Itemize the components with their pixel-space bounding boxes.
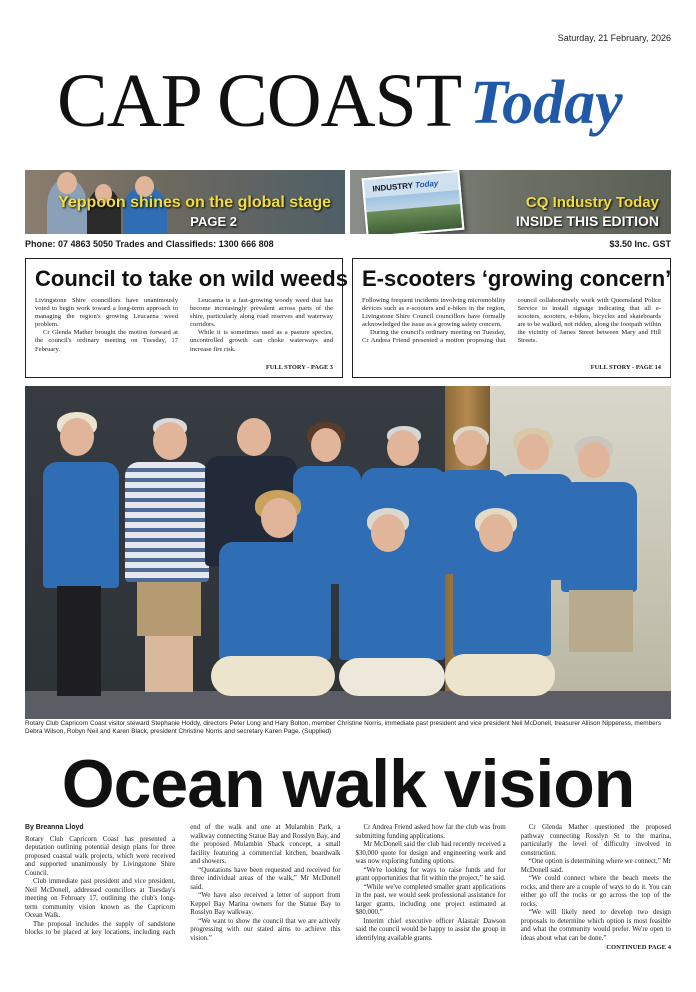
photo-caption: Rotary Club Capricorn Coast visitor steward Stephanie Hoddy, directors Peter Long and Hary Bolton, member Christine Norris, immediate past president and vice president Neil McDonell, treasurer Allison Nipperess, members Debra Wilson, Robyn Neil and Karen Black, president Christine Norris and secretary Karen Page. (Supplied) (25, 720, 662, 735)
person-shirt (453, 556, 551, 656)
article-paragraph: “While we've completed smaller grant applications in the past, we would seek professional assistance for larger grants, including one project estimated at $80,000.” (355, 883, 506, 916)
person-head (479, 514, 513, 552)
main-headline: Ocean walk vision (61, 746, 635, 822)
article-paragraph: Mr McDonell said the club had recently received a $30,000 quote for design and engineering work and was now exploring funding options. (355, 841, 506, 865)
full-story-link[interactable]: FULL STORY - PAGE 3 (262, 364, 333, 371)
promo-industry-today[interactable] (350, 170, 671, 234)
story-paragraph: During the council's ordinary meeting on Tuesday, Cr Andrea Friend presented a motion proposing that council collaboratively work with Queensland Police Service to install signage indicating that all e-scooters, scooters, e-bikes, bicycles and skateboards are to be walked, not ridden, along the footpath within the vicinity of James Street between Mary and Hill Streets. (362, 297, 661, 345)
continued-link[interactable]: CONTINUED PAGE 4 (606, 944, 671, 951)
story-e-scooters (352, 258, 671, 378)
article-paragraph: Interim chief executive officer Alastair Dawson said the council would be happy to assist the group in identifying available grants. (355, 917, 506, 942)
masthead-title: CAP COAST (57, 59, 462, 143)
person-head (387, 430, 419, 466)
person-shirt (219, 542, 331, 660)
story-council-weeds (25, 258, 348, 378)
person-shirt (125, 462, 209, 582)
person-legs (569, 590, 633, 652)
article-paragraph: “We could connect where the beach meets the rocks, and there are a couple of ways to do it. You can either go off the rocks or go across the top of the rocks. (520, 875, 671, 908)
info-bar (25, 239, 671, 249)
masthead-accent: Today (470, 69, 623, 137)
photo-floor (25, 691, 671, 719)
article-paragraph: “One option is determining where we connect,” Mr McDonell said. (520, 858, 671, 874)
promo-global-stage[interactable] (25, 170, 345, 234)
article-paragraph: “We want to show the council that we are actively progressing with our stated aims to achieve this vision.” (190, 917, 341, 942)
story-body (35, 297, 333, 366)
article-paragraph: “We're looking for ways to raise funds and for grant opportunities that fit within the project,” he said. (355, 866, 506, 882)
person-legs (57, 586, 101, 696)
person-head (311, 428, 341, 462)
person-head (237, 418, 271, 456)
magazine-title-main: INDUSTRY (372, 180, 414, 194)
person-head (578, 442, 610, 478)
person-head (60, 418, 94, 456)
magazine-cover (362, 170, 465, 234)
cover-price: $3.50 Inc. GST (609, 239, 671, 249)
person-shirt (561, 482, 637, 592)
story-paragraph: Following frequent incidents involving micromobility devices such as e-scooters and e-bikes in the region, Livingstone Shire Council councillors have formally acknowledged the issue as a growing safety concern. (362, 297, 506, 329)
issue-date: Saturday, 21 February, 2026 (557, 33, 671, 43)
promo-headline: CQ Industry Today (525, 194, 659, 211)
person-shirt (43, 462, 119, 588)
story-headline: Council to take on wild weeds (35, 266, 348, 291)
person-head (517, 434, 549, 470)
article-paragraph: “We have also received a letter of support from Keppel Bay Marina owners for the Statue Bay to Rosslyn Bay walkway. (190, 892, 341, 916)
person-legs (211, 656, 335, 696)
article-paragraph: Cr Glenda Mather questioned the proposed pathway connecting Rosslyn St to the marina, particularly the level of difficulty involved in construction. (520, 824, 671, 857)
promo-subheadline: INSIDE THIS EDITION (515, 213, 659, 229)
story-paragraph: While it is sometimes used as a pasture species, uncontrolled growth can choke waterways and increase fire risk. (190, 329, 333, 353)
story-paragraph: Cr Glenda Mather brought the motion forward at the council's ordinary meeting on Tuesday, 17 February. (35, 329, 178, 353)
story-paragraph: Leucaena is a fast-growing woody weed that has become increasingly prevalent across parts of the shire, particularly along road reserves and waterway corridors. (190, 297, 333, 329)
story-body (362, 297, 661, 366)
person-legs (445, 654, 555, 696)
promo-person-head (57, 172, 77, 194)
article-paragraph: The proposal includes the supply of sandstone blocks to be placed at key locations, including each end of the walk and one at Mulambin Park, a walkway connecting Statue Bay and Rosslyn Bay, and the proposed Mulambin Shack concept, a small facility featuring a commercial kitchen, boardwalk and showers. (25, 824, 341, 936)
person-head (261, 498, 297, 538)
promo-page-ref: PAGE 2 (190, 214, 237, 229)
person-legs (339, 658, 445, 696)
story-headline: E-scooters ‘growing concern’ (362, 266, 672, 291)
article-paragraph: Cr Andrea Friend asked how far the club was from submitting funding applications. (355, 824, 506, 840)
person-shirt (339, 556, 445, 660)
person-head (153, 422, 187, 460)
person-legs (145, 636, 193, 692)
person-head (371, 514, 405, 552)
full-story-link[interactable]: FULL STORY - PAGE 14 (587, 364, 661, 371)
masthead (25, 52, 671, 162)
contact-numbers: Phone: 07 4863 5050 Trades and Classifieds: 1300 666 808 (25, 239, 274, 249)
magazine-title-accent: Today (414, 178, 439, 190)
person-head (455, 430, 487, 466)
story-paragraph: Livingstone Shire councillors have unanimously voted to begin work toward a long-term approach to managing the region's growing Leucaena weed problem. (35, 297, 178, 329)
article-paragraph: Rotary Club Capricorn Coast has presented a deputation outlining potential design plans for three proposed coastal walk projects, which were received and supported unanimously by Livingstone Shire Council. (25, 835, 176, 877)
main-article (25, 824, 671, 964)
article-paragraph: Club immediate past president and vice president, Neil McDonell, addressed councillors at Tuesday's meeting on February 17, outlining the club's long-term community vision known as the Capricorn Ocean Walk. (25, 878, 176, 919)
byline: By Breanna Lloyd (25, 824, 84, 831)
article-paragraph: “We will likely need to develop two design proposals to determine which option is most feasible and what the community would prefer. We're open to ideas about what can be done.” (520, 909, 671, 942)
article-paragraph: “Quotations have been requested and received for three individual areas of the walk,” Mr McDonell said. (190, 866, 341, 891)
person-legs (137, 582, 201, 636)
rotary-group-photo (25, 386, 671, 719)
magazine-title (372, 179, 438, 194)
promo-headline: Yeppoon shines on the global stage (58, 194, 331, 211)
